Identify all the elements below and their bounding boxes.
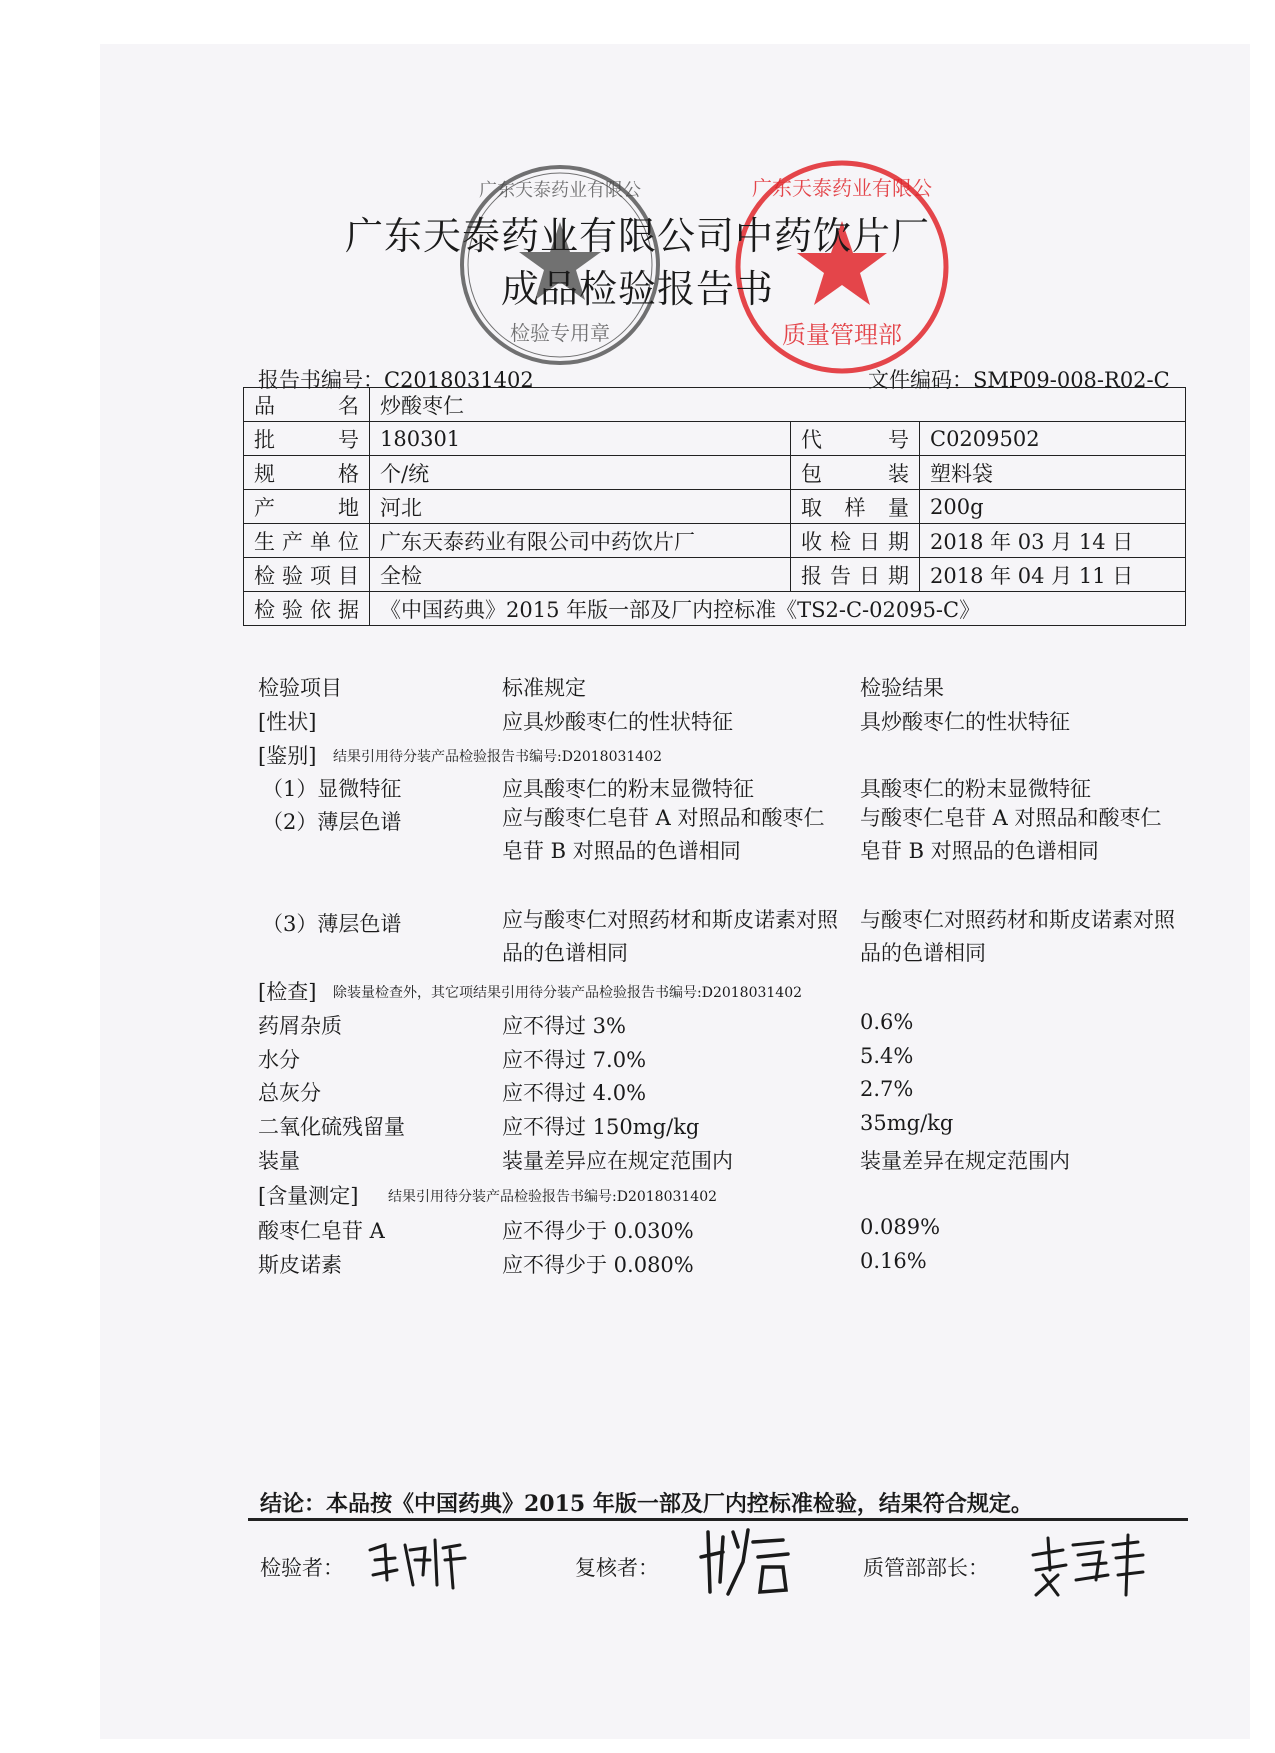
svg-text:广东天泰药业有限公: 广东天泰药业有限公	[479, 180, 641, 201]
list-item: 5.4%	[860, 1044, 914, 1068]
list-item: 应不得过 3%	[502, 1014, 626, 1038]
header-result: 检验结果	[860, 676, 944, 700]
list-item: 斯皮诺素	[258, 1253, 342, 1277]
basis-value: 《中国药典》2015 年版一部及厂内控标准《TS2-C-02095-C》	[370, 592, 1186, 626]
inspector-label: 检验者：	[260, 1556, 344, 1580]
pack-label: 包 装	[791, 456, 920, 490]
receive-date-label: 收检日期	[791, 524, 920, 558]
svg-text:质量管理部: 质量管理部	[782, 321, 902, 349]
list-item: （1）显微特征	[262, 777, 402, 801]
sample-value: 200g	[920, 490, 1186, 524]
list-item: 总灰分	[258, 1081, 321, 1105]
list-item: 酸枣仁皂苷 A	[258, 1219, 385, 1243]
list-item: 与酸枣仁皂苷 A 对照品和酸枣仁皂苷 B 对照品的色谱相同	[860, 806, 1162, 863]
pack-value: 塑料袋	[920, 456, 1186, 490]
code-value: C0209502	[920, 422, 1186, 456]
basis-label: 检验依据	[244, 592, 370, 626]
list-item: （2）薄层色谱	[262, 810, 402, 834]
table-row	[244, 456, 1186, 490]
batch-value: 180301	[370, 422, 791, 456]
receive-date-value: 2018 年 03 月 14 日	[920, 524, 1186, 558]
product-value: 炒酸枣仁	[370, 388, 1186, 422]
list-item: 装量差异应在规定范围内	[502, 1149, 733, 1173]
list-item: 装量差异在规定范围内	[860, 1149, 1070, 1173]
spec-label: 规 格	[244, 456, 370, 490]
section-identification: [鉴别]	[258, 744, 317, 768]
section-assay: [含量测定]	[258, 1184, 359, 1208]
table-row	[244, 388, 1186, 422]
spec-value: 个/统	[370, 456, 791, 490]
list-item: 应与酸枣仁对照药材和斯皮诺素对照品的色谱相同	[502, 908, 838, 965]
list-item: 应不得过 4.0%	[502, 1081, 647, 1105]
maker-value: 广东天泰药业有限公司中药饮片厂	[370, 524, 791, 558]
table-row	[244, 592, 1186, 626]
reviewer-label: 复核者：	[575, 1556, 659, 1580]
list-item: 2.7%	[860, 1077, 914, 1101]
list-item: 应不得少于 0.080%	[502, 1253, 694, 1277]
list-item: 0.16%	[860, 1249, 927, 1273]
table-row	[244, 490, 1186, 524]
assay-note: 结果引用待分装产品检验报告书编号:D2018031402	[388, 1189, 718, 1205]
list-item: 与酸枣仁对照药材和斯皮诺素对照品的色谱相同	[860, 908, 1175, 965]
conclusion: 结论：本品按《中国药典》2015 年版一部及厂内控标准检验，结果符合规定。	[260, 1491, 1033, 1517]
list-item: （3）薄层色谱	[262, 912, 402, 936]
code-label: 代 号	[791, 422, 920, 456]
section-inspection: [检查]	[258, 980, 317, 1004]
origin-label: 产 地	[244, 490, 370, 524]
list-item: 装量	[258, 1149, 300, 1173]
list-item: 0.089%	[860, 1215, 941, 1239]
sample-label: 取 样 量	[791, 490, 920, 524]
test-item-label: 检验项目	[244, 558, 370, 592]
list-item: 药屑杂质	[258, 1014, 342, 1038]
report-title: 成品检验报告书	[500, 267, 774, 311]
header-item: 检验项目	[258, 676, 342, 700]
list-item: 具酸枣仁的粉末显微特征	[860, 777, 1091, 801]
report-number: 报告书编号：C2018031402	[258, 368, 534, 392]
list-item: 应不得过 7.0%	[502, 1048, 647, 1072]
list-item: 应具酸枣仁的粉末显微特征	[502, 777, 754, 801]
table-row	[244, 558, 1186, 592]
origin-value: 河北	[370, 490, 791, 524]
list-item: 应具炒酸枣仁的性状特征	[502, 710, 733, 734]
manager-signature	[1028, 1530, 1148, 1600]
company-title: 广东天泰药业有限公司中药饮片厂	[344, 214, 930, 258]
report-date-value: 2018 年 04 月 11 日	[920, 558, 1186, 592]
manager-label: 质管部部长：	[863, 1556, 989, 1580]
table-row	[244, 524, 1186, 558]
inspector-signature	[365, 1530, 475, 1595]
list-item: 具炒酸枣仁的性状特征	[860, 710, 1070, 734]
header-standard: 标准规定	[502, 676, 586, 700]
list-item: 35mg/kg	[860, 1111, 954, 1135]
list-item: 应与酸枣仁皂苷 A 对照品和酸枣仁皂苷 B 对照品的色谱相同	[502, 806, 825, 863]
file-number: 文件编码：SMP09-008-R02-C	[868, 368, 1170, 392]
list-item: 应不得过 150mg/kg	[502, 1115, 700, 1139]
test-item-value: 全检	[370, 558, 791, 592]
svg-text:广东天泰药业有限公: 广东天泰药业有限公	[752, 176, 932, 200]
list-item: 0.6%	[860, 1010, 914, 1034]
list-item: 应不得少于 0.030%	[502, 1219, 694, 1243]
info-table	[243, 387, 1186, 626]
list-item: [性状]	[258, 710, 317, 734]
inspection-note: 除装量检查外，其它项结果引用待分装产品检验报告书编号:D2018031402	[333, 985, 803, 1001]
product-label: 品 名	[244, 388, 370, 422]
svg-text:检验专用章: 检验专用章	[510, 321, 610, 345]
identification-note: 结果引用待分装产品检验报告书编号:D2018031402	[333, 749, 663, 765]
batch-label: 批 号	[244, 422, 370, 456]
maker-label: 生产单位	[244, 524, 370, 558]
table-row	[244, 422, 1186, 456]
divider	[248, 1518, 1188, 1521]
report-date-label: 报告日期	[791, 558, 920, 592]
list-item: 水分	[258, 1048, 300, 1072]
reviewer-signature	[698, 1522, 798, 1602]
list-item: 二氧化硫残留量	[258, 1115, 405, 1139]
